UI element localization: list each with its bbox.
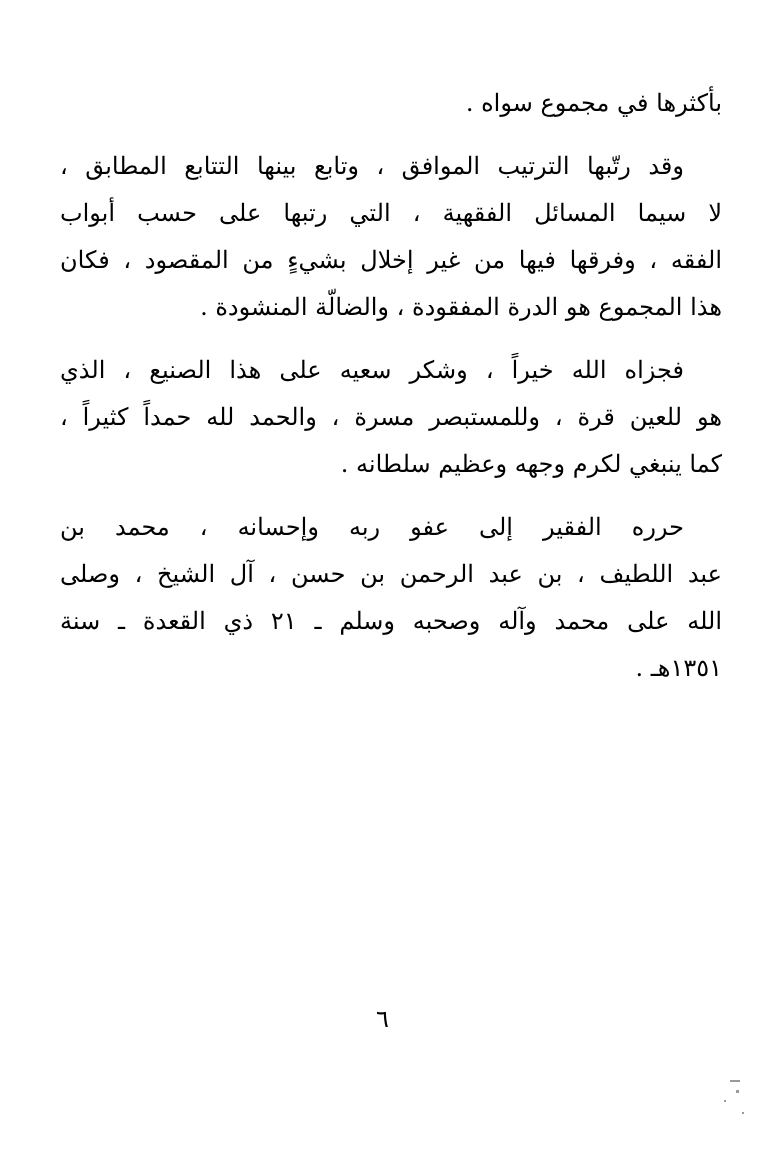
text-line: ١٣٥١هـ .: [635, 654, 722, 682]
scan-speck: [742, 1112, 744, 1114]
paragraph-1: [60, 80, 722, 127]
paragraph-3: [60, 347, 722, 488]
text-line: بأكثرها في مجموع سواه .: [465, 89, 722, 117]
scan-speck: [730, 1080, 740, 1082]
paragraph-4: [60, 504, 722, 692]
text-line: هو للعين قرة ، وللمستبصر مسرة ، والحمد لله حمداً كثيراً ،: [60, 403, 722, 431]
text-line: حرره الفقير إلى عفو ربه وإحسانه ، محمد بن: [60, 513, 684, 541]
text-line: هذا المجموع هو الدرة المفقودة ، والضالّة المنشودة .: [200, 293, 722, 321]
text-line: عبد اللطيف ، بن عبد الرحمن بن حسن ، آل الشيخ ، وصلى: [60, 560, 722, 588]
text-line: الله على محمد وآله وصحبه وسلم ـ ٢١ ذي القعدة ـ سنة: [60, 607, 722, 635]
page-number: ٦: [376, 1005, 389, 1033]
scan-speck: [736, 1090, 739, 1093]
text-line: كما ينبغي لكرم وجهه وعظيم سلطانه .: [340, 450, 722, 478]
text-line: وقد رتّبها الترتيب الموافق ، وتابع بينها التتابع المطابق ،: [60, 152, 684, 180]
scan-speck: [724, 1100, 726, 1102]
paragraph-2: [60, 143, 722, 331]
paragraph-gap: [60, 331, 722, 347]
paragraph-gap: [60, 488, 722, 504]
text-line: لا سيما المسائل الفقهية ، التي رتبها على حسب أبواب: [60, 199, 722, 227]
text-line: الفقه ، وفرقها فيها من غير إخلال بشيءٍ من المقصود ، فكان: [60, 246, 722, 274]
body-text: [60, 80, 722, 692]
paragraph-gap: [60, 127, 722, 143]
text-line: فجزاه الله خيراً ، وشكر سعيه على هذا الصنيع ، الذي: [60, 356, 684, 384]
